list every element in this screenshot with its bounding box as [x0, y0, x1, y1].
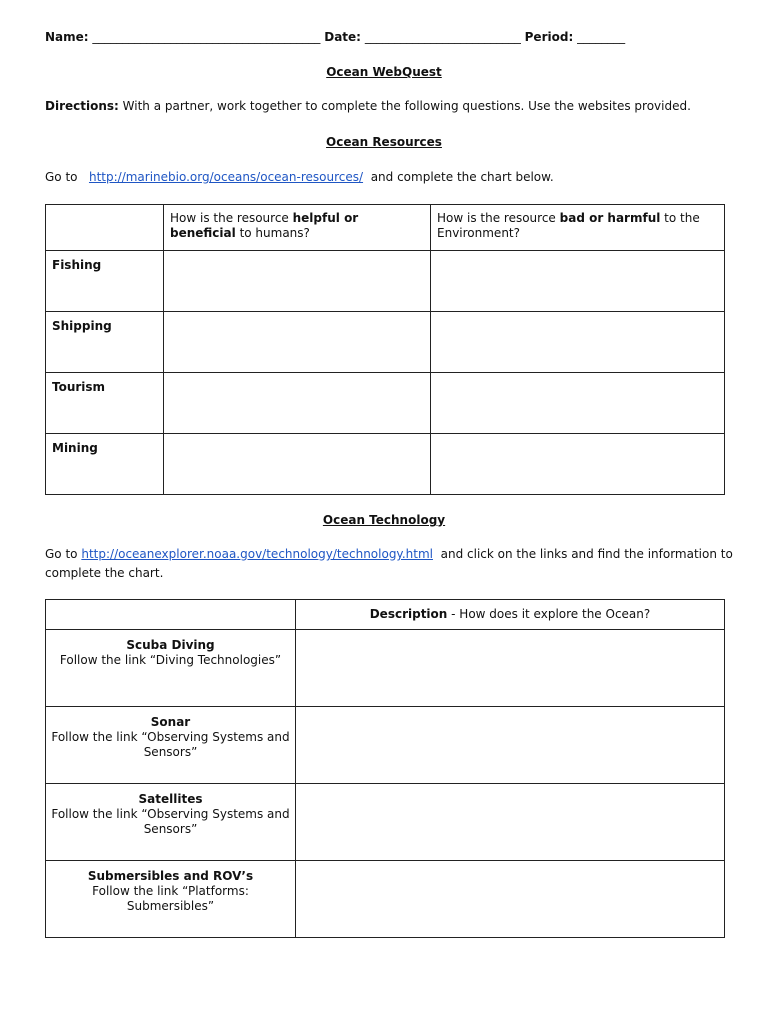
technology-after: and click on the links and find the information to	[440, 547, 733, 561]
tourism-helpful-cell[interactable]	[164, 373, 431, 434]
resources-link[interactable]: http://marinebio.org/oceans/ocean-resources/	[88, 170, 364, 184]
directions-text: With a partner, work together to complete the following questions. Use the websites provided.	[122, 99, 691, 113]
period-blank: ________	[577, 30, 626, 44]
resources-table	[45, 204, 725, 495]
row-label-scuba-diving: Scuba Diving Follow the link “Diving Technologies”	[46, 630, 296, 707]
table-row	[46, 312, 725, 373]
table-row	[46, 630, 725, 707]
mining-helpful-cell[interactable]	[164, 434, 431, 495]
resources-after: and complete the chart below.	[370, 170, 554, 184]
row-label-shipping: Shipping	[46, 312, 164, 373]
date-label: Date:	[324, 30, 361, 44]
submersibles-description-cell[interactable]	[296, 861, 725, 938]
row-label-fishing: Fishing	[46, 251, 164, 312]
table-row	[46, 251, 725, 312]
row-label-mining: Mining	[46, 434, 164, 495]
resources-corner-cell	[46, 205, 164, 251]
table-row	[46, 434, 725, 495]
row-label-tourism: Tourism	[46, 373, 164, 434]
name-blank: ______________________________________	[92, 30, 321, 44]
directions	[45, 99, 691, 113]
helpful-column-header: How is the resource helpful or beneficial to humans?	[164, 205, 431, 251]
mining-harmful-cell[interactable]	[431, 434, 725, 495]
fishing-harmful-cell[interactable]	[431, 251, 725, 312]
row-label-submersibles: Submersibles and ROV’s Follow the link “Platforms: Submersibles”	[46, 861, 296, 938]
resources-header-row	[46, 205, 725, 251]
period-label: Period:	[524, 30, 574, 44]
technology-heading: Ocean Technology	[322, 513, 446, 527]
row-label-sonar: Sonar Follow the link “Observing Systems and Sensors”	[46, 707, 296, 784]
table-row	[46, 373, 725, 434]
fishing-helpful-cell[interactable]	[164, 251, 431, 312]
technology-instructions-line2: complete the chart.	[45, 566, 164, 580]
page-title: Ocean WebQuest	[326, 65, 442, 79]
sonar-description-cell[interactable]	[296, 707, 725, 784]
resources-instructions	[45, 170, 554, 184]
resources-heading: Ocean Resources	[326, 135, 442, 149]
table-row	[46, 861, 725, 938]
satellites-description-cell[interactable]	[296, 784, 725, 861]
date-blank: __________________________	[364, 30, 521, 44]
name-label: Name:	[45, 30, 89, 44]
description-column-header: Description - How does it explore the Ocean?	[296, 600, 725, 630]
technology-link[interactable]: http://oceanexplorer.noaa.gov/technology/technology.html	[81, 547, 433, 561]
scuba-diving-description-cell[interactable]	[296, 630, 725, 707]
technology-corner-cell	[46, 600, 296, 630]
technology-instructions	[45, 547, 733, 561]
technology-header-row	[46, 600, 725, 630]
tourism-harmful-cell[interactable]	[431, 373, 725, 434]
harmful-column-header: How is the resource bad or harmful to the Environment?	[431, 205, 725, 251]
table-row	[46, 784, 725, 861]
resources-goto: Go to	[45, 170, 78, 184]
directions-label: Directions:	[45, 99, 119, 113]
technology-goto: Go to	[45, 547, 78, 561]
table-row	[46, 707, 725, 784]
header-line	[45, 30, 625, 44]
technology-table	[45, 599, 725, 938]
shipping-harmful-cell[interactable]	[431, 312, 725, 373]
shipping-helpful-cell[interactable]	[164, 312, 431, 373]
row-label-satellites: Satellites Follow the link “Observing Systems and Sensors”	[46, 784, 296, 861]
